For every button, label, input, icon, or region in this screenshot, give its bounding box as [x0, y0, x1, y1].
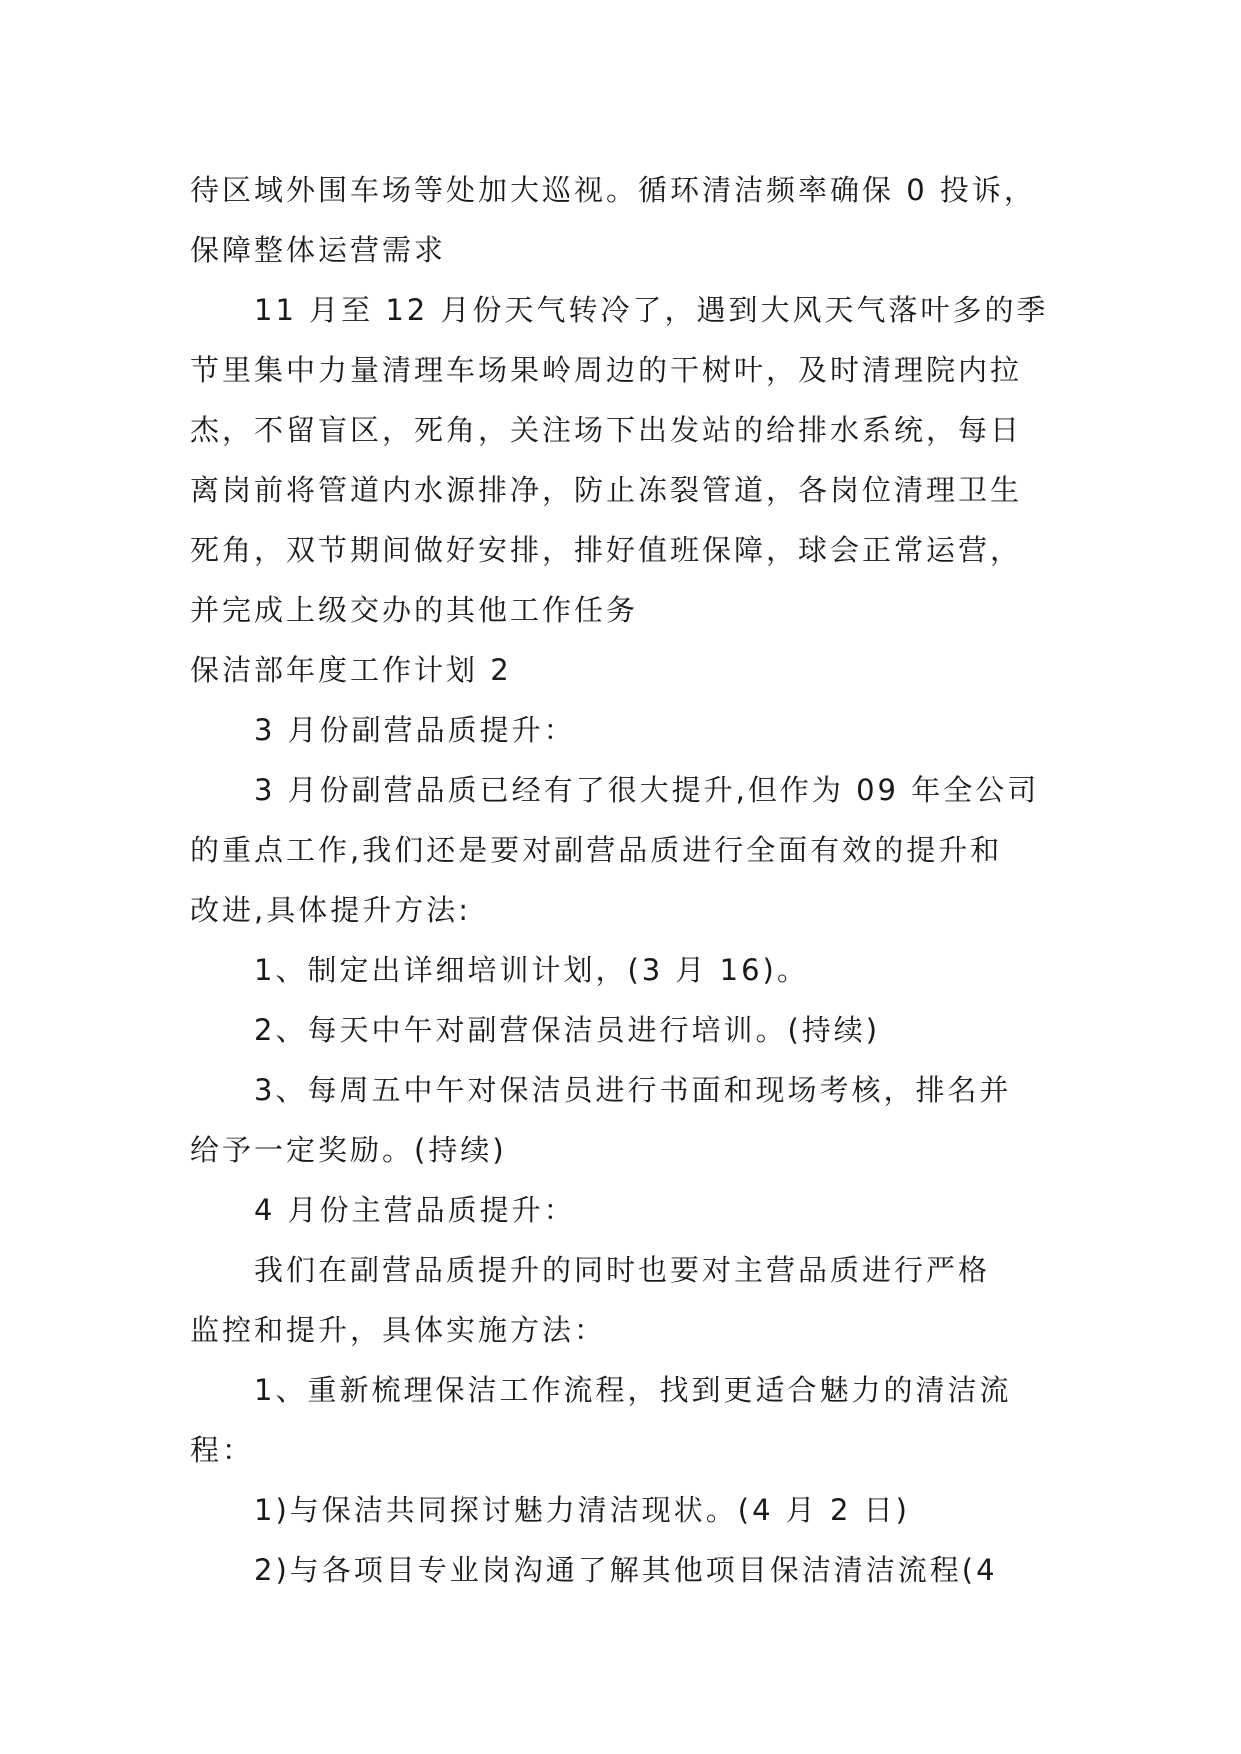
list-item-continuation: 给予一定奖励。(持续)	[190, 1133, 507, 1167]
sub-list-item: 1)与保洁共同探讨魅力清洁现状。(4 月 2 日)	[254, 1493, 910, 1527]
body-text-line: 的重点工作,我们还是要对副营品质进行全面有效的提升和	[190, 833, 1003, 867]
body-text-line: 待区域外围车场等处加大巡视。循环清洁频率确保 0 投诉，	[190, 173, 1036, 207]
list-item-continuation: 程：	[190, 1433, 255, 1467]
subheading: 3 月份副营品质提升：	[254, 713, 576, 747]
list-item: 1、制定出详细培训计划，(3 月 16)。	[254, 953, 809, 987]
list-item: 2、每天中午对副营保洁员进行培训。(持续)	[254, 1013, 881, 1047]
body-text-line: 3 月份副营品质已经有了很大提升,但作为 09 年全公司	[254, 773, 1040, 807]
body-text-line: 死角，双节期间做好安排，排好值班保障，球会正常运营，	[190, 533, 1023, 567]
body-text-line: 并完成上级交办的其他工作任务	[190, 593, 639, 627]
body-text-line: 离岗前将管道内水源排净，防止冻裂管道，各岗位清理卫生	[190, 473, 1023, 507]
subheading: 4 月份主营品质提升：	[254, 1193, 576, 1227]
body-text-line: 我们在副营品质提升的同时也要对主营品质进行严格	[254, 1253, 991, 1287]
body-text-line: 改进,具体提升方法:	[190, 893, 471, 927]
body-text-line: 监控和提升，具体实施方法：	[190, 1313, 607, 1347]
list-item: 1、重新梳理保洁工作流程，找到更适合魅力的清洁流	[254, 1373, 1012, 1407]
list-item: 3、每周五中午对保洁员进行书面和现场考核，排名并	[254, 1073, 1012, 1107]
body-text-line: 保障整体运营需求	[190, 233, 447, 267]
body-text-line: 11 月至 12 月份天气转冷了，遇到大风天气落叶多的季	[254, 293, 1049, 327]
sub-list-item: 2)与各项目专业岗沟通了解其他项目保洁清洁流程(4	[254, 1553, 998, 1587]
body-text-line: 节里集中力量清理车场果岭周边的干树叶，及时清理院内拉	[190, 353, 1023, 387]
section-heading: 保洁部年度工作计划 2	[190, 653, 512, 687]
body-text-line: 杰，不留盲区，死角，关注场下出发站的给排水系统，每日	[190, 413, 1023, 447]
